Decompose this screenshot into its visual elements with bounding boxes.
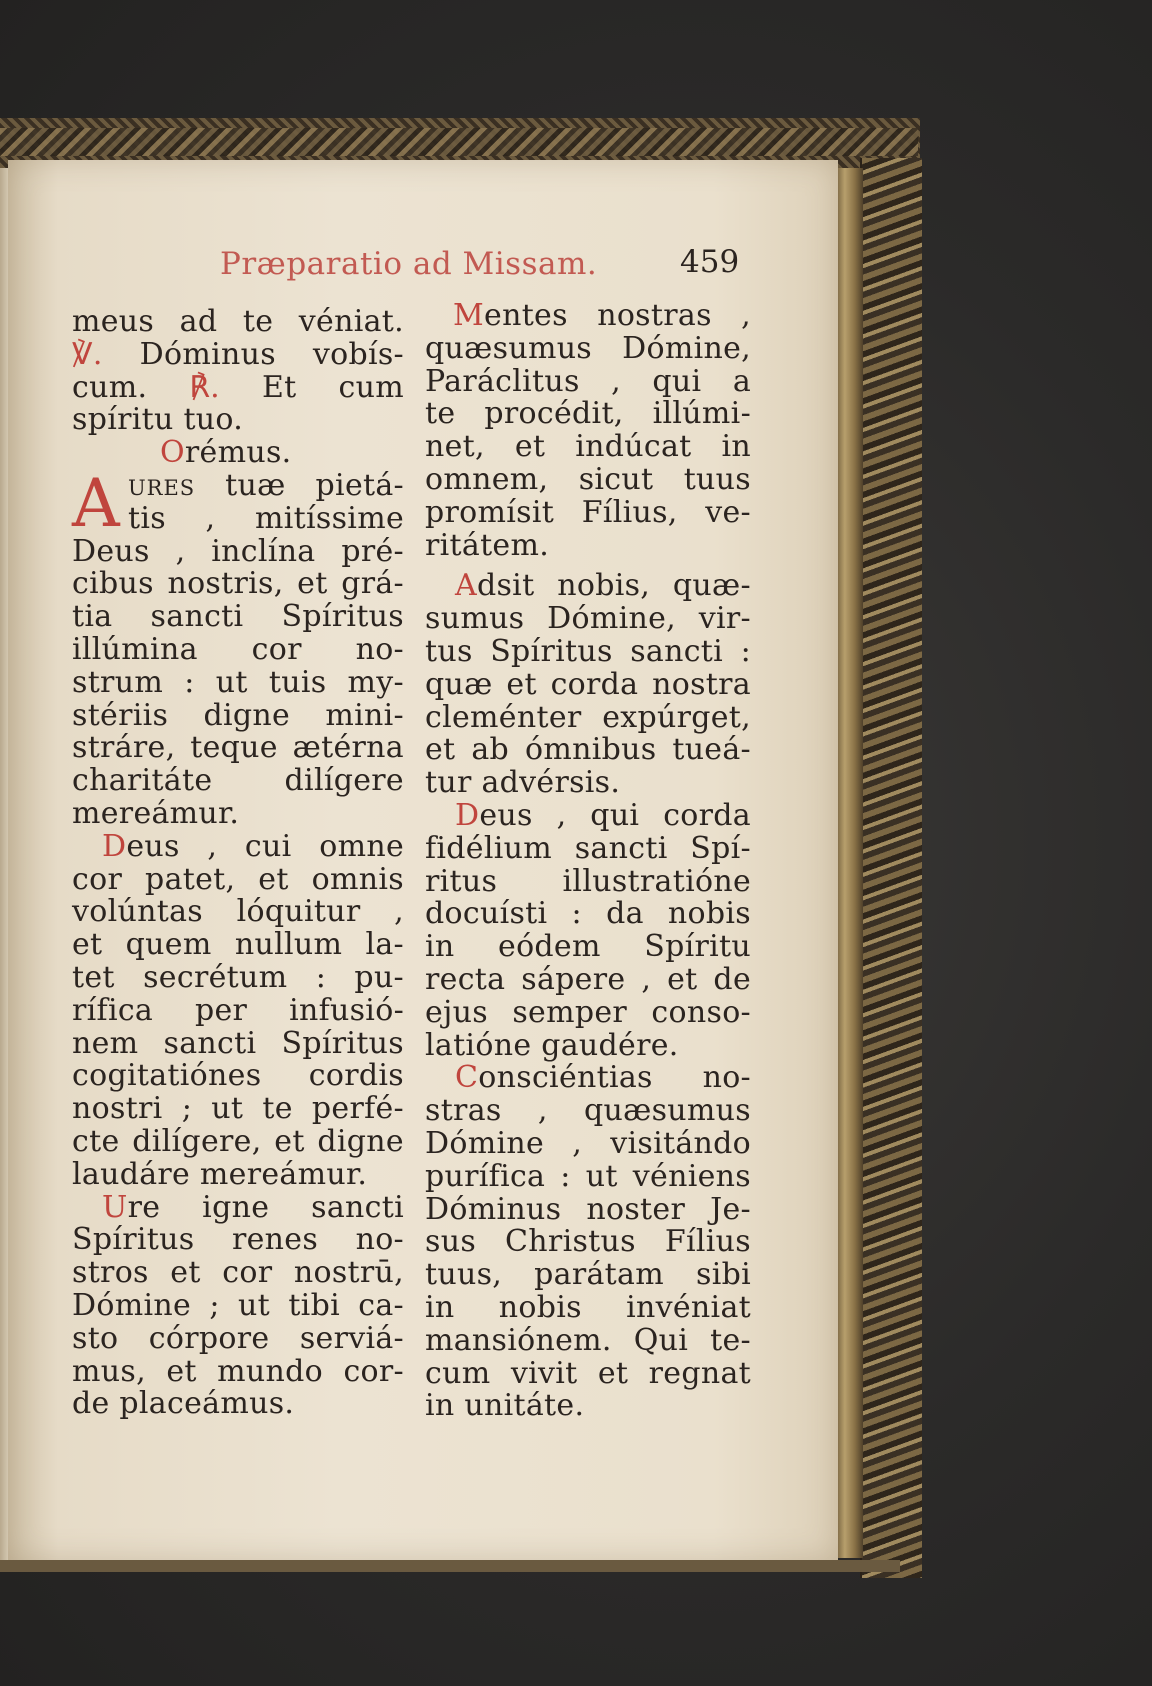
aures-paragraph (72, 464, 404, 831)
text-line: promísit Fílius, ve- (425, 494, 751, 530)
text-line: stras , quæsumus (425, 1093, 751, 1129)
right-column (425, 300, 751, 1423)
text-line: cor patet, et omnis (72, 861, 404, 897)
initial-letter: A (455, 568, 477, 604)
text-fragment: re igne sancti (127, 1189, 404, 1225)
text-line: Deus , inclína pré- (72, 533, 404, 569)
text-line: te procédit, illúmi- (425, 396, 751, 432)
text-line: spíritu tuo. (72, 402, 244, 438)
text-line: in eódem Spíritu (425, 929, 751, 965)
text-line: omnem, sicut tuus (425, 461, 751, 497)
text-line: cum vivit et regnat (425, 1355, 751, 1391)
initial-letter: D (455, 797, 480, 833)
text-line: in unitáte. (425, 1388, 585, 1424)
initial-letter: D (102, 828, 127, 864)
text-line (425, 797, 751, 833)
text-line: laudáre mereámur. (72, 1156, 368, 1192)
text-line (72, 1189, 404, 1225)
text-line: mansiónem. Qui te- (425, 1322, 751, 1358)
text-line: Dómine , visitándo (425, 1125, 751, 1161)
text-line: mereámur. (72, 795, 240, 831)
drop-cap: A (72, 464, 120, 542)
response-symbol: ℟. (189, 369, 220, 405)
text-line: rífica per infusió- (72, 992, 404, 1028)
initial-letter: C (455, 1060, 479, 1096)
text-line: tis , mitíssime (127, 500, 404, 536)
text-line: latióne gaudére. (425, 1027, 679, 1063)
running-title: Præparatio ad Missam. (220, 246, 598, 282)
text-line (72, 828, 404, 864)
text-line: cte dilígere, et digne (72, 1123, 404, 1159)
text-line: tia sancti Spíritus (72, 599, 404, 635)
bottom-edge (0, 1560, 900, 1572)
text-line: ritus illustratióne (425, 863, 751, 899)
text-line: stériis digne mini- (72, 697, 404, 733)
text-fragment: dsit nobis, quæ- (476, 568, 751, 604)
text-line: ritátem. (425, 527, 550, 563)
text-line: illúmina cor no- (72, 631, 404, 667)
text-line: quæ et corda nostra (425, 666, 751, 702)
text-fragment: cum. (72, 369, 148, 405)
text-fragment: eus , qui corda (479, 797, 751, 833)
text-fragment: tuæ pietá- (195, 467, 404, 503)
text-fragment: onsciéntias no- (478, 1060, 751, 1096)
decorated-right-edge (860, 158, 922, 1578)
text-line: Spíritus renes no- (72, 1222, 404, 1258)
text-line: purífica : ut véniens (425, 1158, 751, 1194)
text-line: cogitatiónes cordis (72, 1058, 404, 1094)
text-line: recta sápere , et de (425, 961, 751, 997)
text-line: tus Spíritus sancti : (425, 633, 751, 669)
text-line: strum : ut tuis my- (72, 664, 404, 700)
text-line: de placeámus. (72, 1386, 295, 1422)
text-line: tuus, parátam sibi (425, 1257, 751, 1293)
text-line: volúntas lóquitur , (72, 894, 404, 930)
versicle-text: Dóminus vobís- (102, 336, 404, 372)
text-line: charitáte dilígere (72, 763, 404, 799)
versicle-symbol: ℣. (72, 336, 103, 372)
text-line: net, et indúcat in (425, 429, 751, 465)
gilt-page-edges (835, 168, 863, 1558)
text-line: quæsumus Dómine, (425, 330, 751, 366)
initial-letter: M (453, 298, 485, 333)
text-line: ejus semper conso- (425, 994, 751, 1030)
text-line (72, 467, 404, 503)
text-line: Dóminus noster Je- (425, 1191, 751, 1227)
text-line: in nobis invéniat (425, 1289, 751, 1325)
oremus-text: rémus. (184, 435, 292, 471)
text-line: nostri ; ut te perfé- (72, 1091, 404, 1127)
text-line: nem sancti Spíritus (72, 1025, 404, 1061)
text-line: cleménter expúrget, (425, 699, 751, 735)
response-line (72, 369, 404, 405)
text-line: stros et cor nostrū, (72, 1255, 404, 1291)
small-caps-word: ures (127, 467, 196, 503)
text-line: stráre, teque ætérna (72, 730, 404, 766)
text-line: sto córpore serviá- (72, 1320, 404, 1356)
text-line: sus Christus Fílius (425, 1224, 751, 1260)
text-line (425, 1062, 751, 1095)
text-line (425, 570, 751, 603)
oremus-initial: O (160, 435, 185, 471)
text-line: docuísti : da nobis (425, 896, 751, 932)
text-fragment: entes nostras , (484, 298, 751, 333)
response-text: Et cum (219, 369, 404, 405)
text-line: et ab ómnibus tueá- (425, 732, 751, 768)
text-line: tur advérsis. (425, 765, 621, 801)
text-line (425, 300, 751, 333)
versicle-line (72, 336, 404, 372)
text-line: Dómine ; ut tibi ca- (72, 1287, 404, 1323)
page-number: 459 (680, 244, 740, 280)
text-line: et quem nullum la- (72, 927, 404, 963)
text-line: Paráclitus , qui a (425, 363, 751, 399)
text-line: fidélium sancti Spí- (425, 830, 751, 866)
oremus-heading (72, 437, 404, 470)
text-fragment: eus , cui omne (126, 828, 404, 864)
text-line: tet secrétum : pu- (72, 959, 404, 995)
text-line: cibus nostris, et grá- (72, 566, 404, 602)
text-line: sumus Dómine, vir- (425, 601, 751, 637)
initial-letter: U (102, 1189, 128, 1225)
text-line: meus ad te véniat. (72, 304, 404, 339)
left-column (72, 306, 404, 1421)
text-line: mus, et mundo cor- (72, 1353, 404, 1389)
